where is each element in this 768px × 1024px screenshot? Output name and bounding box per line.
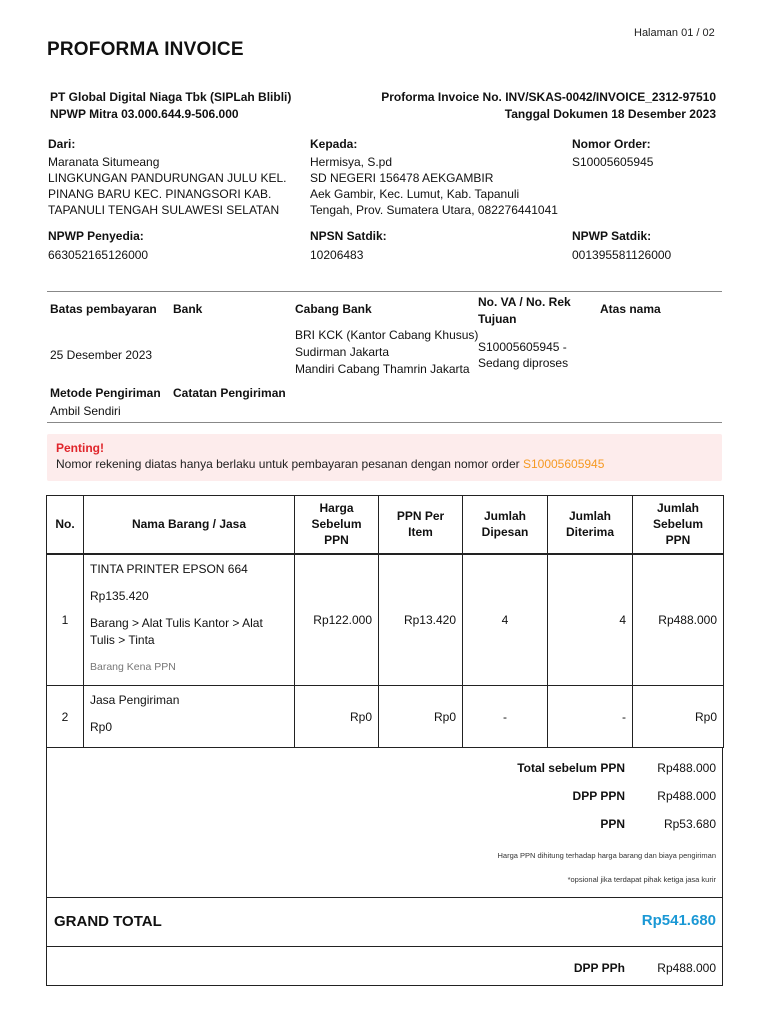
npwp-satdik-value: 001395581126000 bbox=[572, 248, 672, 262]
npwp-penyedia-label: NPWP Penyedia: bbox=[48, 229, 144, 243]
shipping-method-label: Metode Pengiriman bbox=[50, 386, 161, 400]
item-category: Barang > Alat Tulis Kantor > Alat bbox=[90, 615, 263, 630]
dpp-pph-value: Rp488.000 bbox=[657, 961, 716, 975]
from-line: PINANG BARU KEC. PINANGSORI KAB. bbox=[48, 187, 272, 201]
col-ordered-line: Dipesan bbox=[481, 525, 529, 540]
col-ordered bbox=[463, 496, 548, 554]
item-tax-note: Barang Kena PPN bbox=[90, 660, 176, 673]
row-ppn: Rp13.420 bbox=[379, 554, 463, 686]
col-price bbox=[295, 496, 379, 554]
col-ordered-line: Jumlah bbox=[483, 509, 526, 524]
row-price: Rp0 bbox=[295, 686, 379, 748]
npwp-penyedia-block bbox=[48, 229, 148, 263]
npwp-penyedia-value: 663052165126000 bbox=[48, 248, 149, 262]
alert-title: Penting! bbox=[56, 441, 104, 455]
to-label: Kepada: bbox=[310, 137, 358, 151]
col-total-line: PPN bbox=[665, 533, 691, 548]
payment-deadline-header: Batas pembayaran bbox=[50, 302, 157, 316]
summary-box bbox=[46, 747, 723, 898]
payment-bank-header: Bank bbox=[173, 302, 203, 316]
alert-message: Nomor rekening diatas hanya berlaku untuk pembayaran pesanan dengan nomor order bbox=[56, 457, 520, 471]
col-ppn-line: PPN Per bbox=[396, 509, 445, 524]
to-line: SD NEGERI 156478 AEKGAMBIR bbox=[310, 171, 494, 185]
to-block bbox=[310, 137, 558, 218]
npwp-satdik-label: NPWP Satdik: bbox=[572, 229, 652, 243]
table-row bbox=[47, 686, 724, 748]
payment-va-header-line: Tujuan bbox=[478, 312, 517, 326]
shipping-note-label: Catatan Pengiriman bbox=[173, 386, 286, 400]
items-table bbox=[46, 495, 724, 748]
col-total bbox=[633, 496, 724, 554]
seller-name: PT Global Digital Niaga Tbk (SIPLah Blibli) bbox=[50, 90, 292, 104]
payment-va-header-line: No. VA / No. Rek bbox=[478, 295, 571, 309]
page-title: PROFORMA INVOICE bbox=[47, 39, 244, 60]
page-number: Halaman 01 / 02 bbox=[634, 27, 715, 39]
important-alert bbox=[47, 434, 722, 481]
grand-total-value: Rp541.680 bbox=[641, 912, 716, 929]
payment-branch-line: Mandiri Cabang Thamrin Jakarta bbox=[295, 362, 470, 376]
grand-total-box bbox=[46, 897, 723, 947]
summary-subtotal-value: Rp488.000 bbox=[657, 761, 716, 775]
row-received: 4 bbox=[548, 554, 633, 686]
shipping-method: Ambil Sendiri bbox=[50, 404, 121, 418]
item-category: Tulis > Tinta bbox=[90, 632, 155, 647]
summary-dpp-label: DPP PPN bbox=[572, 789, 625, 803]
col-total-line: Jumlah bbox=[656, 501, 699, 516]
row-received: - bbox=[548, 686, 633, 748]
summary-ppn-value: Rp53.680 bbox=[663, 817, 716, 831]
item-name: TINTA PRINTER EPSON 664 bbox=[90, 561, 248, 576]
invoice-number: Proforma Invoice No. INV/SKAS-0042/INVOICE_2312-97510 bbox=[381, 90, 716, 104]
from-line: TAPANULI TENGAH SULAWESI SELATAN bbox=[48, 203, 280, 217]
col-ppn-line: Item bbox=[408, 525, 433, 540]
order-label: Nomor Order: bbox=[572, 137, 651, 151]
order-block bbox=[572, 137, 653, 170]
col-name: Nama Barang / Jasa bbox=[84, 496, 295, 554]
item-unit-price: Rp135.420 bbox=[90, 588, 149, 603]
table-row bbox=[47, 554, 724, 686]
from-line: Maranata Situmeang bbox=[48, 155, 160, 169]
summary-note: *opsional jika terdapat pihak ketiga jasa kurir bbox=[567, 875, 716, 884]
row-no: 2 bbox=[47, 686, 84, 748]
dpp-pph-box bbox=[46, 946, 723, 986]
to-line: Tengah, Prov. Sumatera Utara, 082276441041 bbox=[310, 203, 558, 217]
row-ordered: - bbox=[463, 686, 548, 748]
item-name: Jasa Pengiriman bbox=[90, 693, 180, 707]
row-ppn: Rp0 bbox=[379, 686, 463, 748]
alert-text bbox=[56, 457, 604, 471]
from-line: LINGKUNGAN PANDURUNGAN JULU KEL. bbox=[48, 171, 287, 185]
npsn-satdik-block bbox=[310, 229, 387, 263]
divider bbox=[47, 422, 722, 423]
col-price-line: Harga bbox=[319, 501, 354, 516]
summary-ppn-label: PPN bbox=[600, 817, 625, 831]
col-price-line: PPN bbox=[324, 533, 349, 548]
col-total-line: Sebelum bbox=[652, 517, 703, 532]
to-line: Hermisya, S.pd bbox=[310, 155, 393, 169]
npwp-satdik-block bbox=[572, 229, 671, 263]
seller-npwp: NPWP Mitra 03.000.644.9-506.000 bbox=[50, 107, 239, 121]
payment-name-header: Atas nama bbox=[600, 302, 661, 316]
payment-va-line: S10005605945 - bbox=[478, 340, 567, 354]
item-unit-price: Rp0 bbox=[90, 720, 113, 734]
divider bbox=[47, 291, 722, 292]
col-received-line: Diterima bbox=[565, 525, 615, 540]
payment-va bbox=[478, 339, 568, 371]
npsn-satdik-label: NPSN Satdik: bbox=[310, 229, 387, 243]
col-received bbox=[548, 496, 633, 554]
summary-note: Harga PPN dihitung terhadap harga barang dan biaya pengiriman bbox=[497, 851, 716, 860]
col-received-line: Jumlah bbox=[568, 509, 611, 524]
row-item bbox=[84, 554, 295, 686]
invoice-date: Tanggal Dokumen 18 Desember 2023 bbox=[504, 107, 716, 121]
payment-va-header bbox=[478, 294, 571, 328]
row-total: Rp0 bbox=[633, 686, 724, 748]
summary-dpp-value: Rp488.000 bbox=[657, 789, 716, 803]
col-ppn bbox=[379, 496, 463, 554]
row-total: Rp488.000 bbox=[633, 554, 724, 686]
payment-branch-line: BRI KCK (Kantor Cabang Khusus) bbox=[295, 328, 479, 342]
order-number: S10005605945 bbox=[572, 155, 654, 169]
npsn-satdik-value: 10206483 bbox=[310, 248, 364, 262]
col-no: No. bbox=[47, 496, 84, 554]
table-header-row bbox=[47, 496, 724, 554]
row-item bbox=[84, 686, 295, 748]
alert-order-number: S10005605945 bbox=[522, 457, 605, 471]
payment-branch bbox=[295, 327, 478, 378]
dpp-pph-label: DPP PPh bbox=[573, 961, 625, 975]
from-label: Dari: bbox=[48, 137, 76, 151]
row-price: Rp122.000 bbox=[295, 554, 379, 686]
payment-branch-header: Cabang Bank bbox=[295, 302, 372, 316]
to-line: Aek Gambir, Kec. Lumut, Kab. Tapanuli bbox=[310, 187, 520, 201]
summary-subtotal-label: Total sebelum PPN bbox=[517, 761, 625, 775]
payment-va-line: Sedang diproses bbox=[478, 356, 569, 370]
grand-total-label: GRAND TOTAL bbox=[54, 913, 162, 930]
payment-deadline: 25 Desember 2023 bbox=[50, 348, 153, 362]
from-block bbox=[48, 137, 287, 218]
col-price-line: Sebelum bbox=[311, 517, 362, 532]
row-no: 1 bbox=[47, 554, 84, 686]
row-ordered: 4 bbox=[463, 554, 548, 686]
payment-branch-line: Sudirman Jakarta bbox=[295, 345, 390, 359]
